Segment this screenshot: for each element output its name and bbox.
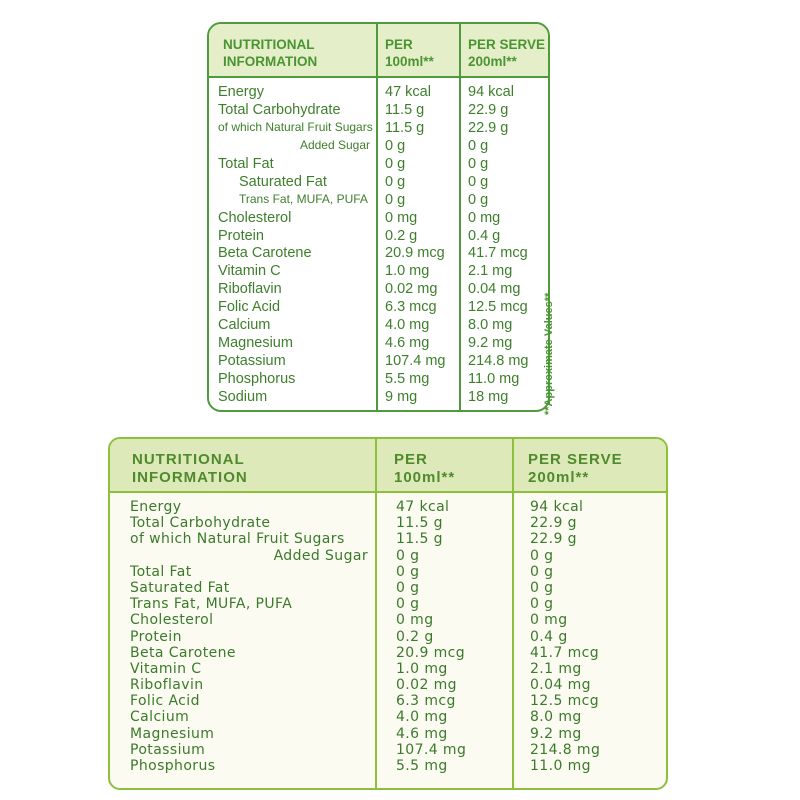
table-body	[110, 499, 666, 774]
value-per-100ml: 4.0 mg	[396, 709, 448, 726]
nutrient-label: Energy	[130, 499, 182, 515]
nutrient-label: Energy	[218, 84, 264, 100]
nutrient-label: Magnesium	[218, 335, 293, 352]
value-per-100ml: 0 g	[385, 155, 406, 172]
table-row	[110, 531, 666, 547]
table-row	[209, 389, 548, 407]
nutrient-label: Beta Carotene	[218, 245, 312, 262]
value-per-serve: 18 mg	[468, 388, 509, 405]
table-row	[209, 192, 548, 210]
value-per-serve: 0 g	[530, 547, 554, 564]
value-per-100ml: 20.9 mcg	[396, 644, 466, 661]
value-per-100ml: 4.6 mg	[385, 335, 430, 352]
value-per-serve: 0 g	[530, 579, 554, 596]
value-per-serve: 0 g	[530, 596, 554, 613]
nutrient-label: Phosphorus	[130, 758, 216, 774]
nutrient-label: Beta Carotene	[130, 644, 236, 661]
table-row	[110, 661, 666, 677]
table-row	[110, 709, 666, 725]
nutrient-label: Riboflavin	[218, 281, 282, 298]
nutrient-label: Cholesterol	[218, 209, 292, 226]
nutrient-label: Folic Acid	[218, 299, 281, 316]
nutrient-label: Vitamin C	[218, 263, 281, 280]
value-per-100ml: 11.5 g	[396, 531, 443, 548]
nutrient-label: Total Carbohydrate	[130, 515, 271, 532]
header-line: 100ml**	[394, 469, 456, 486]
value-per-100ml: 0.02 mg	[396, 677, 457, 694]
nutrient-label: Folic Acid	[130, 693, 200, 710]
header-line: 200ml**	[528, 469, 590, 486]
value-per-100ml: 0.02 mg	[385, 281, 438, 298]
nutrient-label: Saturated Fat	[130, 579, 230, 596]
value-per-100ml: 5.5 mg	[385, 371, 430, 387]
value-per-serve: 22.9 g	[530, 531, 577, 548]
value-per-100ml: 5.5 mg	[396, 758, 448, 774]
table-row	[209, 353, 548, 371]
nutrient-label: Calcium	[130, 709, 190, 726]
header-line: NUTRITIONAL	[223, 37, 315, 52]
value-per-100ml: 11.5 g	[396, 515, 443, 532]
table-row	[110, 596, 666, 612]
table-row	[110, 677, 666, 693]
value-per-serve: 0 mg	[530, 612, 568, 629]
value-per-serve: 214.8 mg	[468, 353, 529, 370]
table-body	[209, 84, 548, 407]
value-per-100ml: 0 g	[396, 563, 420, 580]
nutrient-label: Added Sugar	[273, 547, 368, 564]
table-row	[110, 499, 666, 515]
table-row	[209, 299, 548, 317]
nutrient-label: Potassium	[130, 741, 206, 758]
value-per-serve: 22.9 g	[468, 119, 509, 136]
value-per-100ml: 9 mg	[385, 388, 418, 405]
table-row	[209, 138, 548, 156]
nutrition-table-bottom	[108, 437, 668, 790]
value-per-serve: 2.1 mg	[530, 660, 582, 677]
value-per-serve: 9.2 mg	[530, 725, 582, 742]
table-row	[209, 156, 548, 174]
value-per-serve: 2.1 mg	[468, 263, 513, 280]
value-per-serve: 0 g	[468, 137, 489, 154]
value-per-100ml: 0 g	[385, 173, 406, 190]
value-per-serve: 94 kcal	[468, 84, 514, 100]
table-row	[110, 548, 666, 564]
header-line: PER SERVE	[528, 451, 623, 468]
nutrient-label: Trans Fat, MUFA, PUFA	[239, 191, 368, 206]
value-per-serve: 0 g	[468, 173, 489, 190]
table-row	[110, 726, 666, 742]
value-per-serve: 0 g	[468, 191, 489, 208]
value-per-serve: 0 mg	[468, 209, 501, 226]
value-per-serve: 41.7 mcg	[468, 245, 528, 262]
table-row	[209, 245, 548, 263]
value-per-serve: 0.04 mg	[530, 677, 591, 694]
value-per-100ml: 11.5 g	[385, 101, 425, 118]
value-per-100ml: 6.3 mcg	[385, 299, 437, 316]
value-per-100ml: 1.0 mg	[396, 660, 448, 677]
value-per-100ml: 4.0 mg	[385, 317, 430, 334]
nutrient-label: of which Natural Fruit Sugars	[218, 119, 373, 134]
value-per-100ml: 47 kcal	[385, 84, 431, 100]
value-per-100ml: 0 g	[385, 137, 406, 154]
approximate-values-note: **Approximate Values**	[543, 292, 555, 415]
header-line: INFORMATION	[223, 54, 318, 69]
value-per-serve: 11.0 mg	[530, 758, 591, 774]
table-row	[110, 515, 666, 531]
table-row	[209, 102, 548, 120]
nutrient-label: Trans Fat, MUFA, PUFA	[130, 596, 293, 613]
nutrient-label: Magnesium	[130, 725, 215, 742]
nutrient-label: Potassium	[218, 353, 286, 370]
value-per-serve: 0 g	[468, 155, 489, 172]
nutrient-label: Sodium	[218, 388, 268, 405]
value-per-100ml: 20.9 mcg	[385, 245, 445, 262]
value-per-serve: 214.8 mg	[530, 741, 601, 758]
header-line: 200ml**	[468, 54, 517, 69]
value-per-serve: 11.0 mg	[468, 371, 520, 387]
table-row	[110, 758, 666, 774]
table-row	[110, 580, 666, 596]
table-row	[209, 174, 548, 192]
header-nutritional-information	[223, 36, 317, 70]
header-line: PER	[394, 451, 428, 468]
value-per-100ml: 0.2 g	[396, 628, 434, 645]
value-per-100ml: 0 g	[396, 547, 420, 564]
header-per-100ml	[394, 451, 455, 487]
nutrient-label: Total Fat	[130, 563, 192, 580]
table-row	[209, 281, 548, 299]
nutrient-label: Protein	[130, 628, 182, 645]
header-line: PER SERVE	[468, 37, 546, 52]
header-line: PER	[385, 37, 413, 52]
nutrient-label: Saturated Fat	[239, 173, 327, 190]
value-per-serve: 0.04 mg	[468, 281, 521, 298]
value-per-100ml: 0.2 g	[385, 227, 418, 244]
table-row	[110, 742, 666, 758]
nutrient-label: Calcium	[218, 317, 271, 334]
table-row	[209, 228, 548, 246]
header-per-serve	[468, 36, 545, 70]
table-row	[209, 317, 548, 335]
header-line: NUTRITIONAL	[132, 451, 245, 468]
header-per-serve	[528, 451, 623, 487]
value-per-100ml: 0 mg	[396, 612, 434, 629]
value-per-serve: 12.5 mcg	[530, 693, 600, 710]
value-per-100ml: 6.3 mcg	[396, 693, 456, 710]
value-per-100ml: 11.5 g	[385, 119, 425, 136]
value-per-serve: 94 kcal	[530, 499, 584, 515]
nutrient-label: Total Fat	[218, 155, 274, 172]
value-per-100ml: 0 g	[396, 596, 420, 613]
value-per-100ml: 0 g	[396, 579, 420, 596]
value-per-serve: 0 g	[530, 563, 554, 580]
nutrient-label: Added Sugar	[299, 137, 370, 152]
value-per-100ml: 0 mg	[385, 209, 418, 226]
value-per-100ml: 1.0 mg	[385, 263, 430, 280]
value-per-serve: 22.9 g	[468, 101, 509, 118]
table-row	[209, 371, 548, 389]
nutrient-label: of which Natural Fruit Sugars	[130, 531, 345, 548]
header-per-100ml	[385, 36, 434, 70]
table-row	[110, 693, 666, 709]
nutrient-label: Cholesterol	[130, 612, 214, 629]
value-per-serve: 12.5 mcg	[468, 299, 528, 316]
value-per-100ml: 107.4 mg	[396, 741, 467, 758]
table-row	[209, 210, 548, 228]
header-nutritional-information	[132, 451, 248, 487]
value-per-serve: 0.4 g	[468, 227, 501, 244]
nutrition-table-top	[207, 22, 550, 412]
header-line: 100ml**	[385, 54, 434, 69]
value-per-serve: 0.4 g	[530, 628, 568, 645]
value-per-serve: 22.9 g	[530, 515, 577, 532]
value-per-100ml: 0 g	[385, 191, 406, 208]
nutrient-label: Protein	[218, 227, 264, 244]
table-row	[209, 84, 548, 102]
value-per-serve: 8.0 mg	[530, 709, 582, 726]
table-row	[110, 612, 666, 628]
value-per-serve: 8.0 mg	[468, 317, 513, 334]
value-per-100ml: 4.6 mg	[396, 725, 448, 742]
value-per-serve: 41.7 mcg	[530, 644, 600, 661]
value-per-100ml: 107.4 mg	[385, 353, 446, 370]
table-row	[110, 629, 666, 645]
value-per-100ml: 47 kcal	[396, 499, 450, 515]
table-row	[209, 335, 548, 353]
table-row	[209, 263, 548, 281]
nutrient-label: Total Carbohydrate	[218, 101, 341, 118]
nutrient-label: Phosphorus	[218, 371, 296, 387]
table-row	[209, 120, 548, 138]
table-row	[110, 645, 666, 661]
header-line: INFORMATION	[132, 469, 248, 486]
nutrient-label: Riboflavin	[130, 677, 204, 694]
table-row	[110, 564, 666, 580]
nutrient-label: Vitamin C	[130, 660, 202, 677]
value-per-serve: 9.2 mg	[468, 335, 513, 352]
